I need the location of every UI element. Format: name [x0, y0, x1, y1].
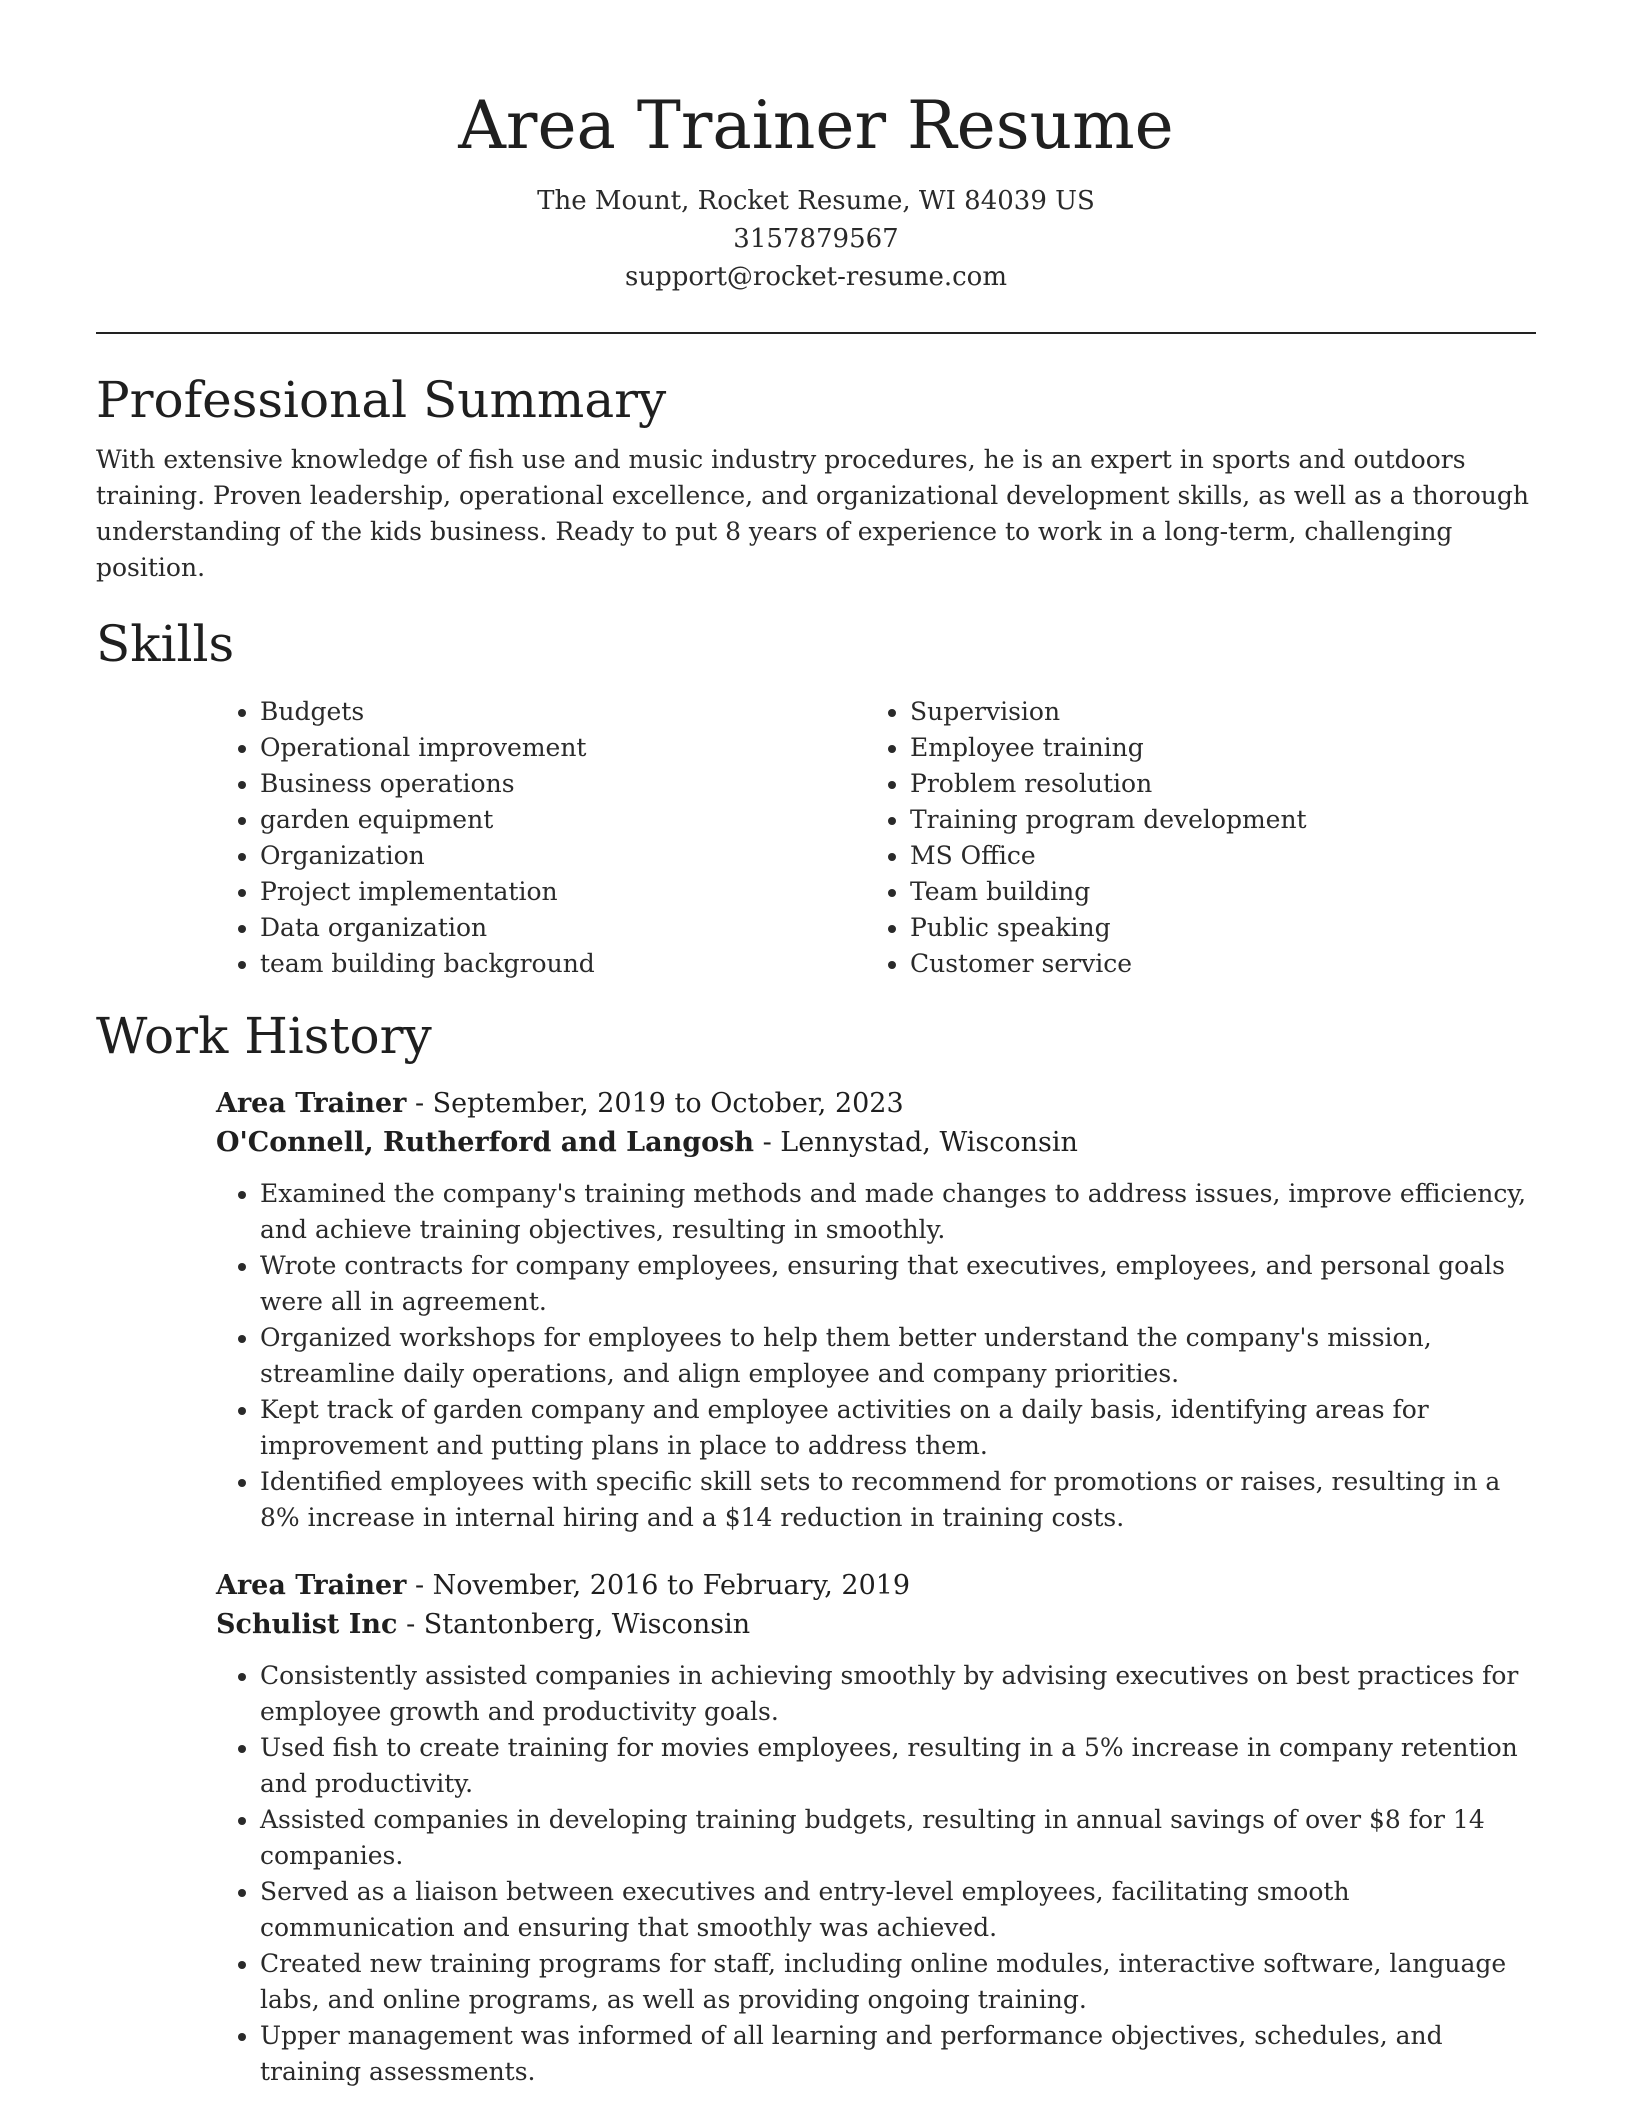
skill-item: • garden equipment [260, 802, 866, 838]
contact-phone: 3157879567 [733, 224, 899, 254]
job-entry-1 [216, 1084, 1536, 1536]
job-bullet: • Identified employees with specific skill sets to recommend for promotions or raises, resulting in a 8% increase in internal hiring and a $14 reduction in training costs. [260, 1464, 1536, 1536]
skills-column-1 [216, 694, 866, 982]
job-title-line [216, 1084, 1536, 1123]
job-bullet: • Consistently assisted companies in achieving smoothly by advising executives on best practices for employee growth and productivity goals. [260, 1658, 1536, 1730]
contact-address: The Mount, Rocket Resume, WI 84039 US [537, 186, 1095, 216]
job-bullet: • Kept track of garden company and employee activities on a daily basis, identifying areas for improvement and putting plans in place to address them. [260, 1392, 1536, 1464]
skill-item: • team building background [260, 946, 866, 982]
skill-item: • Problem resolution [910, 766, 1307, 802]
job-company-line [216, 1123, 1536, 1162]
job-company: O'Connell, Rutherford and Langosh [216, 1127, 754, 1158]
skill-item: • Employee training [910, 730, 1307, 766]
contact-email: support@rocket-resume.com [624, 262, 1007, 292]
work-history-heading: Work History [96, 1007, 432, 1065]
skills-column-2 [866, 694, 1307, 982]
resume-page [96, 0, 1536, 2090]
job-location: - Stantonberg, Wisconsin [397, 1609, 751, 1640]
skill-item: • Public speaking [910, 910, 1307, 946]
summary-heading: Professional Summary [96, 371, 667, 429]
skills-heading: Skills [96, 615, 235, 673]
job-dates: - November, 2016 to February, 2019 [406, 1570, 911, 1601]
job-bullet: • Assisted companies in developing training budgets, resulting in annual savings of over $8 for 14 companies. [260, 1802, 1536, 1874]
job-title-line [216, 1566, 1536, 1605]
job-company-line [216, 1605, 1536, 1644]
contact-info [96, 182, 1536, 296]
job-location: - Lennystad, Wisconsin [753, 1127, 1078, 1158]
skill-item: • Budgets [260, 694, 866, 730]
skill-item: • Business operations [260, 766, 866, 802]
skill-item: • Organization [260, 838, 866, 874]
job-entry-2 [216, 1566, 1536, 2090]
job-company: Schulist Inc [216, 1609, 398, 1640]
skill-item: • Training program development [910, 802, 1307, 838]
job-role: Area Trainer [216, 1088, 407, 1119]
skill-item: • Supervision [910, 694, 1307, 730]
job-bullet: • Created new training programs for staff, including online modules, interactive software, language labs, and online programs, as well as providing ongoing training. [260, 1946, 1536, 2018]
skill-item: • Project implementation [260, 874, 866, 910]
job-bullet: • Examined the company's training methods and made changes to address issues, improve efficiency, and achieve training objectives, resulting in smoothly. [260, 1176, 1536, 1248]
skill-item: • Data organization [260, 910, 866, 946]
job-bullet: • Upper management was informed of all learning and performance objectives, schedules, and training assessments. [260, 2018, 1536, 2090]
job-bullets [216, 1658, 1536, 2090]
job-bullet: • Organized workshops for employees to help them better understand the company's mission, streamline daily operations, and align employee and company priorities. [260, 1320, 1536, 1392]
skill-item: • MS Office [910, 838, 1307, 874]
resume-header [96, 0, 1536, 296]
summary-text: With extensive knowledge of fish use and music industry procedures, he is an expert in sports and outdoors training. Proven leadership, operational excellence, and organizational development skills, as well as a thorough understanding of the kids business. Ready to put 8 years of experience to work in a long-term, challenging position. [96, 445, 1529, 582]
header-divider [96, 332, 1536, 334]
job-bullet: • Used fish to create training for movies employees, resulting in a 5% increase in company retention and productivity. [260, 1730, 1536, 1802]
skill-item: • Customer service [910, 946, 1307, 982]
skills-list [216, 694, 1536, 982]
job-bullets [216, 1176, 1536, 1536]
resume-title: Area Trainer Resume [458, 87, 1174, 164]
job-bullet: • Wrote contracts for company employees, ensuring that executives, employees, and personal goals were all in agreement. [260, 1248, 1536, 1320]
job-role: Area Trainer [216, 1570, 407, 1601]
skill-item: • Operational improvement [260, 730, 866, 766]
job-bullet: • Served as a liaison between executives and entry-level employees, facilitating smooth communication and ensuring that smoothly was achieved. [260, 1874, 1536, 1946]
job-dates: - September, 2019 to October, 2023 [406, 1088, 904, 1119]
skill-item: • Team building [910, 874, 1307, 910]
